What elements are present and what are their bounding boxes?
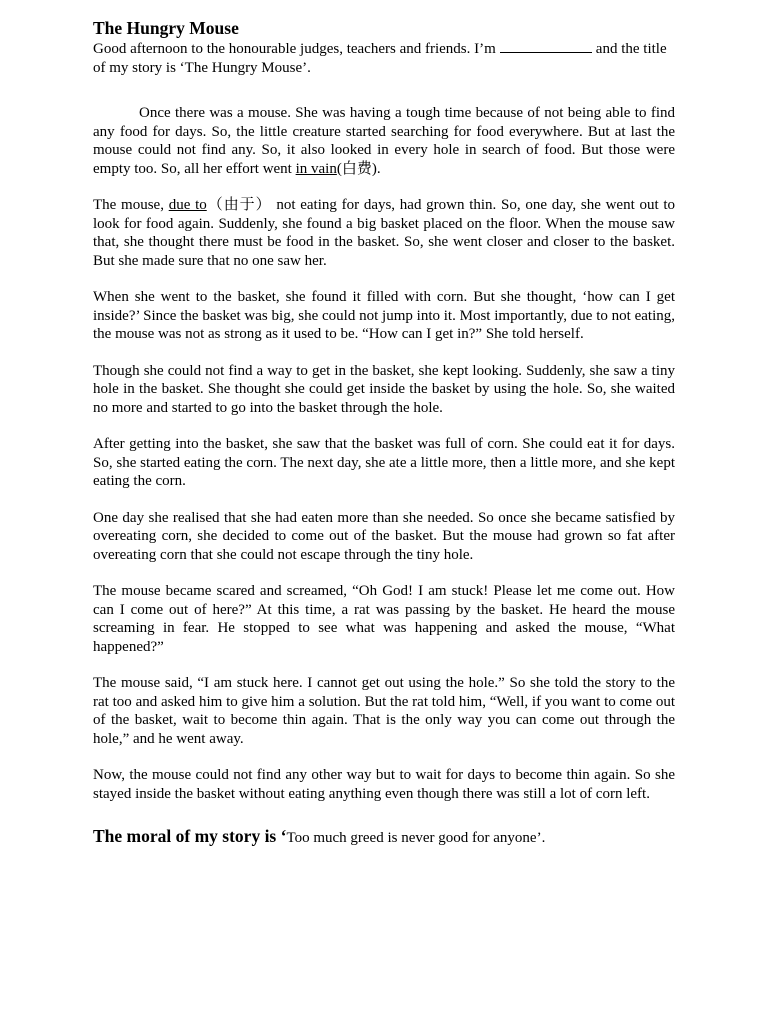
intro-text-after-blank: and the title of my story is ‘The Hungry Mouse’. [93, 41, 667, 76]
underlined-phrase-due-to: due to [168, 197, 207, 213]
intro-text-before-blank: Good afternoon to the honourable judges, teachers and friends. I’m [93, 41, 496, 57]
underlined-phrase-in-vain: in vain [295, 160, 337, 177]
moral-text: Too much greed is never good for anyone’. [286, 830, 546, 846]
paragraph-2-start: The mouse, [93, 197, 164, 213]
intro-paragraph [93, 40, 675, 77]
chinese-gloss-in-vain: (白费) [336, 160, 377, 177]
story-paragraph-2 [93, 196, 675, 270]
document-page [93, 17, 675, 848]
story-paragraph-4: Though she could not find a way to get in the basket, she kept looking. Suddenly, she saw a tiny hole in the basket. She thought she could get inside the basket by using the hole. So, she waited no more and started to go into the basket through the hole. [93, 362, 675, 416]
story-paragraph-5: After getting into the basket, she saw that the basket was full of corn. She could eat it for days. So, she started eating the corn. The next day, she ate a little more, then a little more, and she kept eating the corn. [93, 436, 675, 489]
story-paragraph-1 [93, 104, 675, 178]
story-paragraph-3: When she went to the basket, she found it filled with corn. But she thought, ‘how can I get inside?’ Since the basket was big, she could not jump into it. Most importantly, due to not eating, the mouse was not as strong as it used to be. “How can I get in?” She told herself. [93, 289, 675, 342]
paragraph-2-rest: not eating for days, had grown thin. So, one day, she went out to look for food again. Suddenly, she found a big basket placed on the floor. When the mouse saw that, she thought there must be food in the basket. So, she went closer and closer to the basket. But she made sure that no one saw her. [93, 197, 676, 269]
chinese-gloss-due-to: （由于） [206, 197, 272, 213]
moral-lead: The moral of my story is ‘ [93, 826, 287, 846]
moral-statement [93, 826, 675, 848]
story-paragraph-7: The mouse became scared and screamed, “Oh God! I am stuck! Please let me come out. How can I come out of here?” At this time, a rat was passing by the basket. He heard the mouse screaming in fear. He stopped to see what was happening and asked the mouse, “What happened?” [93, 583, 675, 655]
story-paragraph-9: Now, the mouse could not find any other way but to wait for days to become thin again. So she stayed inside the basket without eating anything even though there was still a lot of corn left. [93, 767, 675, 802]
story-paragraph-6: One day she realised that she had eaten more than she needed. So once she became satisfied by overeating corn, she decided to come out of the basket. But the mouse had grown so fat after overeating corn that she could not escape through the tiny hole. [93, 509, 675, 563]
paragraph-1-end: . [376, 160, 381, 177]
name-blank-line [500, 40, 592, 53]
story-paragraph-8: The mouse said, “I am stuck here. I cannot get out using the hole.” So she told the story to the rat too and asked him to give him a solution. But the rat told him, “Well, if you want to come out of the basket, wait to become thin again. That is the only way you can come out through the hole,” and he went away. [93, 675, 675, 747]
document-title: The Hungry Mouse [93, 18, 239, 38]
paragraph-1-text: Once there was a mouse. She was having a tough time because of not being able to find any food for days. So, the little creature started searching for food everywhere. But at last the mouse could not find any. So, it also looked in every hole in search of food. But those were empty too. So, all her effort went [93, 105, 675, 177]
